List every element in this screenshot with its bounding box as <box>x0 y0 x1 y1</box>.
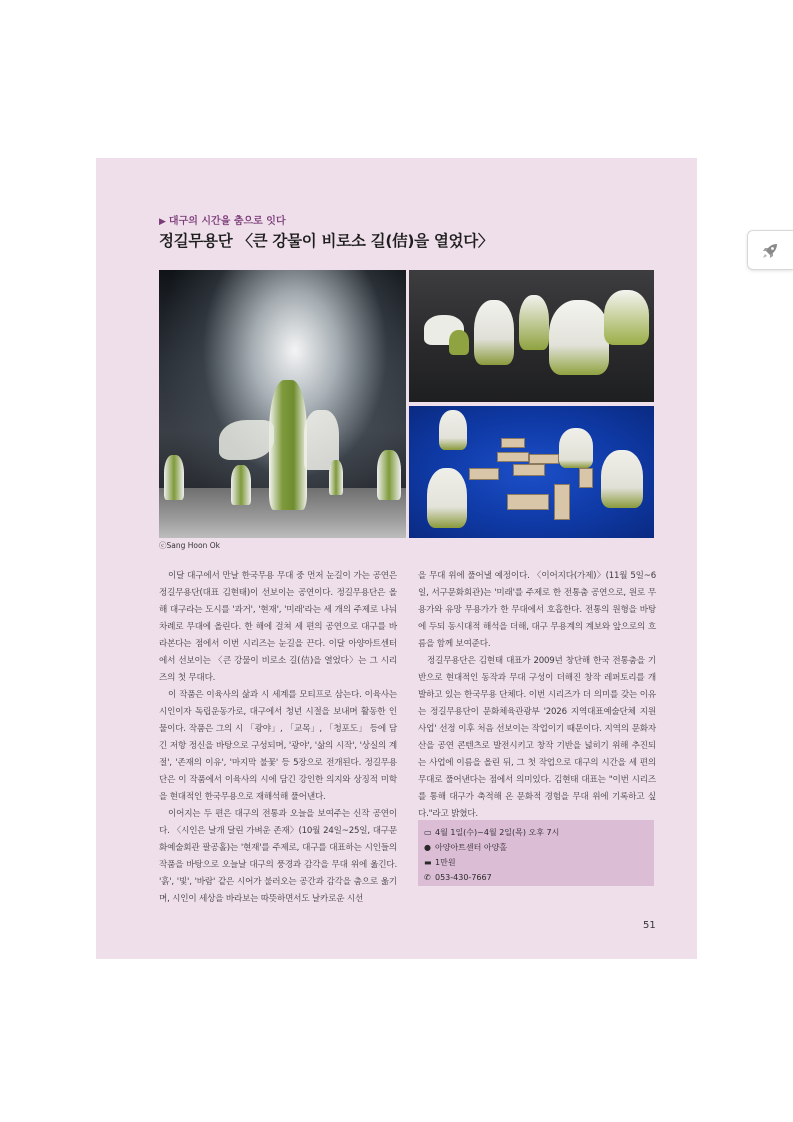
kicker-text: 대구의 시간을 춤으로 잇다 <box>168 216 286 227</box>
photo-credit: ⓒSang Hoon Ok <box>159 541 220 550</box>
background-dancer <box>377 450 401 500</box>
wooden-block <box>497 452 529 462</box>
dancer <box>604 290 649 345</box>
wooden-block <box>513 464 545 476</box>
page-number: 51 <box>643 920 656 931</box>
dancer-skirt <box>449 330 469 355</box>
floating-action-button[interactable] <box>747 230 793 270</box>
seated-dancer <box>601 450 643 508</box>
wooden-block <box>507 494 549 510</box>
info-date: ▭ 4월 1일(수)~4월 2일(목) 오후 7시 <box>424 825 654 840</box>
paragraph: 이 작품은 이육사의 삶과 시 세계를 모티프로 삼는다. 이육사는 시인이자 독립운동가로, 대구에서 청년 시절을 보내며 활동한 인물이다. 작품은 그의 시 「광야」, 「교목」, 「청포도」 등에 담긴 저항 정신을 바탕으로 구성되며, '광야', '삶의 시작', '상실의 계절', '존재의 이유', '마지막 불꽃' 등 5장으로 전개된다. 정길무용단은 이 작품에서 이육사의 시에 담긴 강인한 의지와 상징적 미학을 현대적인 한국무용으로 재해석해 풀어낸다. <box>159 690 397 802</box>
article-column-left <box>159 568 397 908</box>
seated-dancer <box>439 410 467 450</box>
article-column-right <box>418 568 656 823</box>
wooden-block <box>469 468 499 480</box>
photo-group-dance <box>409 270 654 402</box>
paragraph: 이달 대구에서 만날 한국무용 무대 중 먼저 눈길이 가는 공연은 정길무용단(대표 김현태)이 선보이는 공연이다. 정길무용단은 올해 대구라는 도시를 '과거', '현재', '미래'라는 세 개의 주제로 나눠 차례로 무대에 올린다. 한 해에 걸쳐 세 편의 공연으로 대구를 바라본다는 점에서 이번 시리즈는 눈길을 끈다. 이달 아양아트센터에서 선보이는 〈큰 강물이 비로소 길(佶)을 열었다〉는 그 시리즈의 첫 무대다. <box>159 571 397 683</box>
paragraph: 을 무대 위에 풀어낼 예정이다. 〈이어지다(가제)〉(11월 5일~6일, 서구문화회관)는 '미래'를 주제로 한 전통춤 공연으로, 원로 무용가와 유망 무용가가 한 무대에서 호흡한다. 전통의 원형을 바탕에 두되 동시대적 해석을 더해, 대구 무용계의 계보와 앞으로의 흐름을 함께 보여준다. <box>418 571 656 649</box>
wooden-block <box>501 438 525 448</box>
info-phone: ✆ 053-430-7667 <box>424 870 654 885</box>
paragraph: 이어지는 두 편은 대구의 전통과 오늘을 보여주는 신작 공연이다. 〈시인은 날개 달린 가벼운 존재〉(10월 24일~25일, 대구문화예술회관 팔공홀)는 '현재'를 주제로, 대구를 대표하는 시인들의 작품을 바탕으로 오늘날 대구의 풍경과 감각을 무대 위에 옮긴다. '흙', '빛', '바람' 같은 시어가 불러오는 공간과 감각을 춤으로 옮기며, 시인이 세상을 바라보는 따뜻하면서도 날카로운 시선 <box>159 809 397 904</box>
photo-main-dancer <box>159 270 406 538</box>
lead-dancer <box>269 380 307 510</box>
dancer <box>549 300 609 375</box>
article-title: 정길무용단 〈큰 강물이 비로소 길(佶)을 열었다〉 <box>159 232 494 250</box>
triangle-icon: ▶ <box>159 217 166 227</box>
location-pin-icon: ● <box>424 843 431 852</box>
dancer <box>519 295 549 350</box>
background-dancer <box>231 465 251 505</box>
seated-dancer <box>427 468 467 528</box>
dancer-sleeve <box>219 420 274 460</box>
rocket-icon <box>761 242 779 260</box>
background-dancer <box>329 460 343 495</box>
event-info-box <box>418 820 654 886</box>
calendar-icon: ▭ <box>424 828 432 837</box>
wooden-block <box>554 484 570 520</box>
phone-icon: ✆ <box>424 873 431 882</box>
dancer <box>474 300 514 365</box>
photo-blocks-scene <box>409 406 654 538</box>
info-price: ▬ 1만원 <box>424 855 654 870</box>
wooden-block <box>579 468 593 488</box>
ticket-icon: ▬ <box>424 858 432 867</box>
wooden-block <box>529 454 559 464</box>
info-venue: ● 아양아트센터 아양홀 <box>424 840 654 855</box>
background-dancer <box>164 455 184 500</box>
seated-dancer <box>559 428 593 468</box>
section-kicker <box>159 212 286 227</box>
paragraph: 정길무용단은 김현태 대표가 2009년 창단해 한국 전통춤을 기반으로 현대적인 동작과 무대 구성이 더해진 창작 레퍼토리를 개발하고 있는 한국무용 단체다. 이번 시리즈가 더 의미를 갖는 이유는 정길무용단이 문화체육관광부 '2026 지역대표예술단체 지원사업' 선정 이후 처음 선보이는 작업이기 때문이다. 지역의 문화자산을 공연 콘텐츠로 발전시키고 창작 기반을 넓히기 위해 추진되는 사업에 이름을 올린 뒤, 그 첫 작업으로 대구의 시간을 세 편의 무대로 풀어낸다는 점에서 의미있다. 김현태 대표는 "이번 시리즈를 통해 대구가 축적해 온 문화적 경험을 무대 위에 기록하고 싶다."라고 밝혔다. <box>418 656 656 819</box>
